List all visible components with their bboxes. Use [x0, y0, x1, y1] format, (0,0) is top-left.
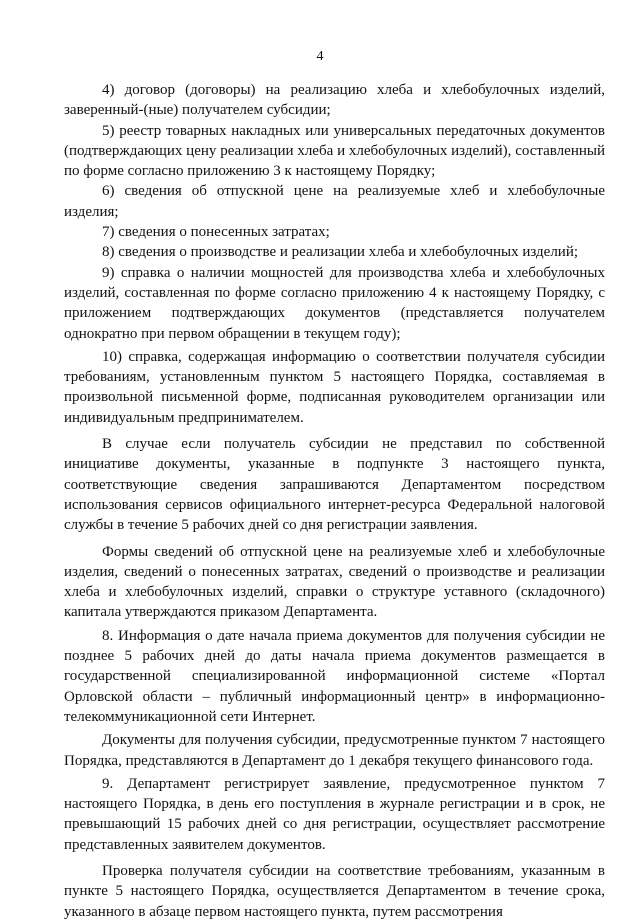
paragraph: Проверка получателя субсидии на соответствие требованиям, указанным в пункте 5 настоящего Порядка, осуществляется Департаментом в течение срока, указанного в абзаце первом настоящего пункта, путем рассмотрения — [64, 862, 605, 920]
paragraph: Документы для получения субсидии, предусмотренные пунктом 7 настоящего Порядка, представляются в Департамент до 1 декабря текущего финансового года. — [64, 732, 605, 769]
document-body — [64, 80, 605, 922]
paragraph: 6) сведения об отпускной цене на реализуемые хлеб и хлебобулочные изделия; — [64, 183, 605, 220]
paragraph: 8. Информация о дате начала приема документов для получения субсидии не позднее 5 рабочих дней до даты начала приема документов размещается в государственной специализированной информационной системе «Портал Орловской области – публичный информационный центр» в информационно-телекоммуникационной сети Интернет. — [64, 627, 605, 725]
paragraph: 7) сведения о понесенных затратах; — [102, 224, 330, 241]
paragraph: Формы сведений об отпускной цене на реализуемые хлеб и хлебобулочные изделия, сведений о понесенных затратах, сведений о производстве и реализации хлеба и хлебобулочных изделий, справки о структуре уставного (складочного) капитала утверждаются приказом Департамента. — [64, 543, 605, 621]
paragraph: 9) справка о наличии мощностей для производства хлеба и хлебобулочных изделий, составленная по форме согласно приложению 4 к настоящему Порядку, с приложением подтверждающих документов (представляется получателем однократно при первом обращении в текущем году); — [64, 264, 605, 342]
paragraph: 10) справка, содержащая информацию о соответствии получателя субсидии требованиям, установленным пунктом 5 настоящего Порядка, составляемая в произвольной письменной форме, подписанная руководителем организации или индивидуальным предпринимателем. — [64, 348, 605, 426]
paragraph: 8) сведения о производстве и реализации хлеба и хлебобулочных изделий; — [102, 244, 579, 261]
paragraph: 4) договор (договоры) на реализацию хлеба и хлебобулочных изделий, заверенный-(ные) получателем субсидии; — [64, 82, 605, 119]
paragraph: В случае если получатель субсидии не представил по собственной инициативе документы, указанные в подпункте 3 настоящего пункта, соответствующие сведения запрашиваются Департаментом посредством использования сервисов официального интернет-ресурса Федеральной налоговой службы в течение 5 рабочих дней со дня регистрации заявления. — [64, 436, 605, 534]
page-number: 4 — [316, 49, 324, 64]
paragraph: 5) реестр товарных накладных или универсальных передаточных документов (подтверждающих цену реализации хлеба и хлебобулочных изделий), составленный по форме согласно приложению 3 к настоящему Порядку; — [64, 122, 605, 180]
paragraph: 9. Департамент регистрирует заявление, предусмотренное пунктом 7 настоящего Порядка, в день его поступления в журнале регистрации и в срок, не превышающий 15 рабочих дней со дня регистрации, осуществляет рассмотрение представленных заявителем документов. — [64, 775, 605, 853]
